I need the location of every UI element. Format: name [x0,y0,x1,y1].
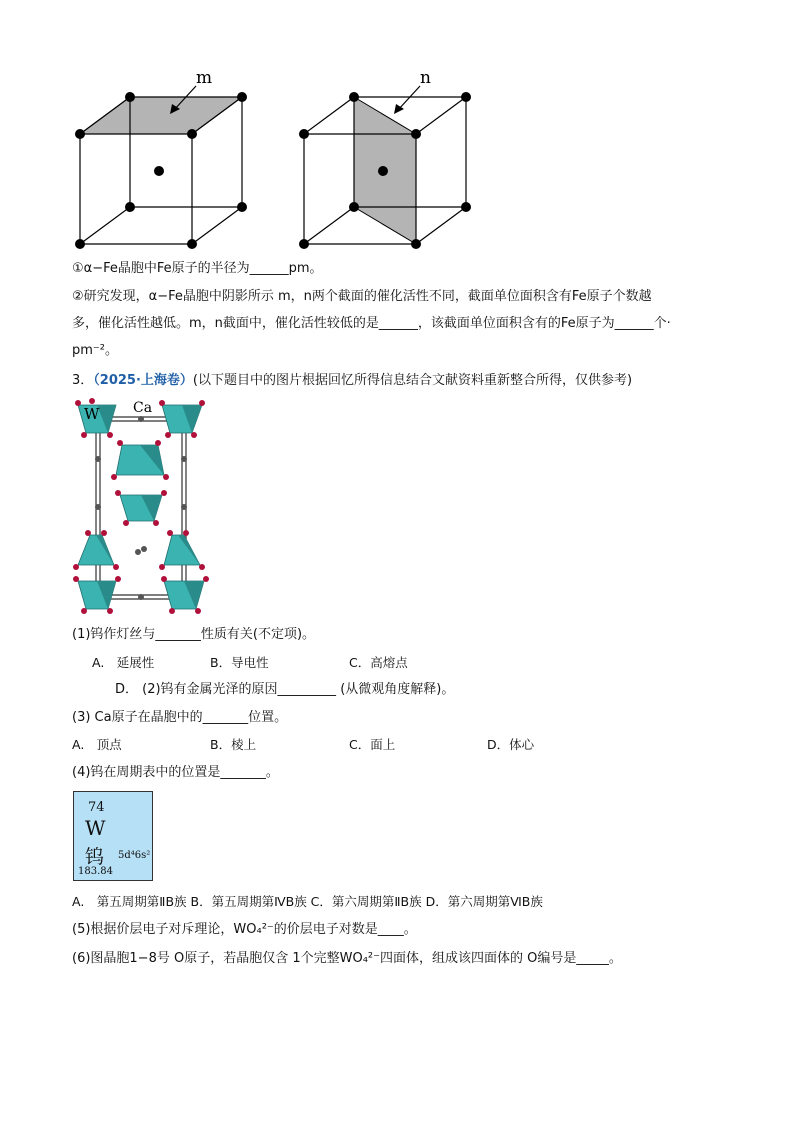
q3-sub1-option-b: B．导电性 [210,655,269,670]
q2-part2-line2: 多，催化活性越低。m，n截面中，催化活性较低的是______，该截面单位面积含有的Fe原子为______个· [72,316,671,331]
element-card-tungsten [73,791,153,881]
element-atomic-number: 74 [88,800,105,815]
crystal-label-ca: Ca [133,400,153,416]
q3-header [72,373,632,389]
q3-sub4-options: A. 第五周期第ⅡB族 B．第五周期第ⅣB族 C．第六周期第ⅡB族 D．第六周期第ⅥB族 [72,894,543,909]
q2-part2-line3: pm⁻²。 [72,343,118,358]
element-name: 钨 [85,846,105,868]
crystal-label-w: W [84,405,100,423]
q3-source: （2025·上海卷） [93,373,193,388]
q3-sub6: (6)图晶胞1−8号 O原子，若晶胞仅含 1个完整WO₄²⁻四面体，组成该四面体的 O编号是_____。 [72,951,622,966]
cube-figure-n [294,66,474,251]
q3-sub3-option-d: D．体心 [487,737,535,752]
cube-label-m: m [196,68,213,88]
element-electron-config: 5d⁴6s² [118,850,151,861]
cawo4-crystal-figure [72,395,217,620]
element-atomic-mass: 183.84 [78,866,113,877]
q3-sub5: (5)根据价层电子对斥理论，WO₄²⁻的价层电子对数是____。 [72,922,417,937]
q3-number: 3． [72,373,94,388]
q3-sub3: (3) Ca原子在晶胞中的_______位置。 [72,710,288,725]
q3-sub3-option-c: C．面上 [349,737,396,752]
q3-sub1-option-a: A. 延展性 [92,655,155,670]
q3-intro: (以下题目中的图片根据回忆所得信息结合文献资料重新整合所得，仅供参考) [192,373,633,388]
q3-sub2: D． (2)钨有金属光泽的原因_________ (从微观角度解释)。 [115,682,455,697]
q3-sub4: (4)钨在周期表中的位置是_______。 [72,765,279,780]
element-symbol: W [85,816,106,840]
q3-sub3-option-b: B．棱上 [210,737,257,752]
q2-part2-line1: ②研究发现，α−Fe晶胞中阴影所示 m，n两个截面的催化活性不同，截面单位面积含有Fe原子个数越 [72,289,652,304]
cube-figure-m [70,66,250,251]
q2-part1: ①α−Fe晶胞中Fe原子的半径为______pm。 [72,261,323,276]
q3-sub3-option-a: A. 顶点 [72,737,122,752]
q3-sub1: (1)钨作灯丝与_______性质有关(不定项)。 [72,627,316,642]
cube-label-n: n [420,68,431,88]
q3-sub1-option-c: C．高熔点 [349,655,408,670]
